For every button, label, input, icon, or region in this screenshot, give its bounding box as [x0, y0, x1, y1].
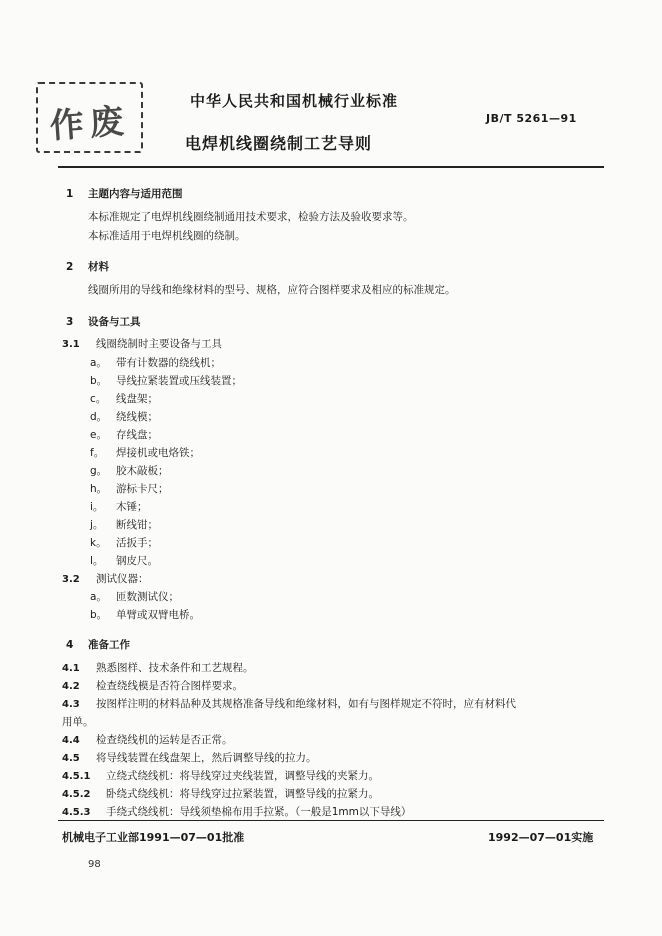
section-2-heading: 2 材料: [66, 261, 109, 273]
list-item: k。 活扳手；: [90, 537, 158, 549]
void-stamp: [36, 82, 143, 153]
list-item: h。 游标卡尺；: [90, 483, 169, 495]
list-item: a。 带有计数器的绕线机；: [90, 357, 221, 369]
list-item: b。 单臂或双臂电桥。: [90, 609, 200, 621]
section-3-heading: 3 设备与工具: [66, 316, 141, 328]
footer-rule: [58, 820, 604, 821]
header-rule: [58, 166, 604, 168]
section-1-paragraph-1: 本标准规定了电焊机线圈绕制通用技术要求，检验方法及验收要求等。: [88, 211, 414, 223]
section-1-heading: 1 主题内容与适用范围: [66, 188, 183, 200]
clause-4-5: 4.5 将导线装置在线盘架上，然后调整导线的拉力。: [62, 752, 317, 764]
clause-3-1: 3.1 线圈绕制时主要设备与工具: [62, 338, 222, 350]
page-number: 98: [88, 859, 101, 870]
clause-3-2: 3.2 测试仪器：: [62, 573, 149, 585]
clause-4-1: 4.1 熟悉图样、技术条件和工艺规程。: [62, 662, 254, 674]
implementation-date: 1992—07—01实施: [488, 831, 594, 844]
clause-4-5-1: 4.5.1 立绕式绕线机：将导线穿过夹线装置，调整导线的夹紧力。: [62, 770, 379, 782]
list-item: e。 存线盘；: [90, 429, 158, 441]
list-item: g。 胶木敲板；: [90, 465, 169, 477]
list-item: j。 断线钳；: [90, 519, 158, 531]
list-item: c。 线盘架；: [90, 393, 158, 405]
clause-4-3-continued: 用单。: [62, 716, 94, 728]
clause-4-5-3: 4.5.3 手绕式绕线机：导线须垫棉布用手拉紧。（一般是1mm以下导线）: [62, 806, 412, 818]
list-item: f。 焊接机或电烙铁；: [90, 447, 200, 459]
issuing-organization: 中华人民共和国机械行业标准: [190, 92, 399, 110]
list-item: b。 导线拉紧装置或压线装置；: [90, 375, 242, 387]
clause-4-4: 4.4 检查绕线机的运转是否正常。: [62, 734, 233, 746]
list-item: l。 钢皮尺。: [90, 555, 158, 567]
clause-4-3: 4.3 按图样注明的材料品种及其规格准备导线和绝缘材料，如有与图样规定不符时，应有材料代: [62, 698, 516, 710]
approval-note: 机械电子工业部1991—07—01批准: [62, 831, 245, 844]
section-4-heading: 4 准备工作: [66, 639, 130, 651]
list-item: a。 匝数测试仪；: [90, 591, 179, 603]
section-1-paragraph-2: 本标准适用于电焊机线圈的绕制。: [88, 230, 246, 242]
void-stamp-text: 作废: [48, 101, 132, 147]
clause-4-2: 4.2 检查绕线模是否符合图样要求。: [62, 680, 243, 692]
standard-code: JB/T 5261—91: [486, 112, 577, 125]
list-item: i。 木锤；: [90, 501, 148, 513]
section-2-paragraph-1: 线圈所用的导线和绝缘材料的型号、规格，应符合图样要求及相应的标准规定。: [88, 284, 456, 296]
document-title: 电焊机线圈绕制工艺导则: [185, 134, 373, 153]
clause-4-5-2: 4.5.2 卧绕式绕线机：将导线穿过拉紧装置，调整导线的拉紧力。: [62, 788, 379, 800]
list-item: d。 绕线模；: [90, 411, 158, 423]
